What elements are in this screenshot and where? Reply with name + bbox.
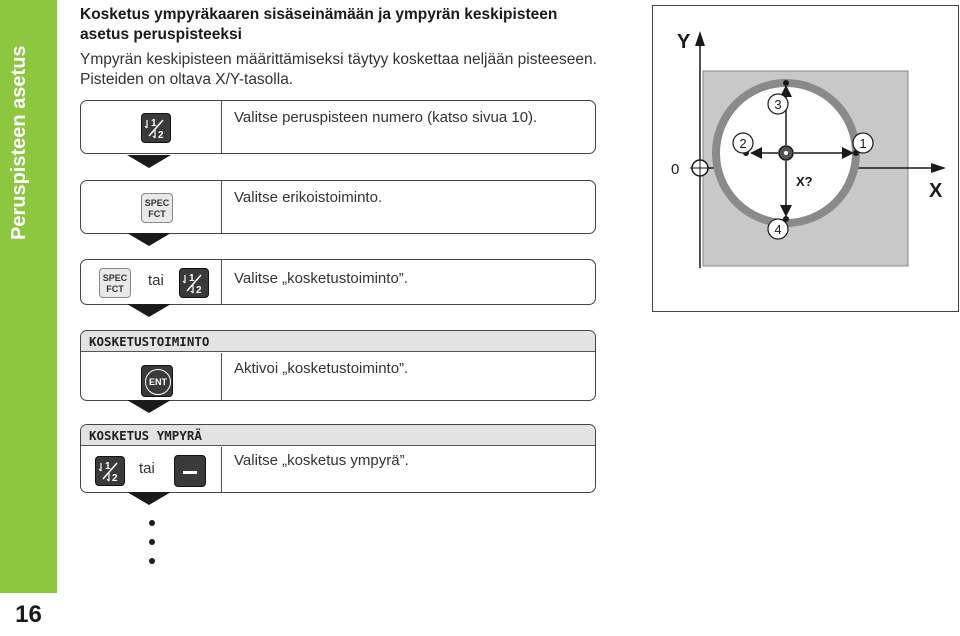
datum-select-key[interactable] — [95, 456, 125, 486]
continuation-dot — [149, 520, 155, 526]
page-number: 16 — [0, 593, 57, 636]
diagram-svg — [653, 6, 958, 311]
svg-text:2: 2 — [112, 473, 118, 484]
flow-arrow — [127, 233, 171, 246]
spec-fct-key-line2: FCT — [148, 209, 166, 219]
step-select-datum — [80, 100, 596, 154]
step-special-function — [80, 180, 596, 234]
spec-fct-key-line1: SPEC — [144, 198, 170, 208]
display-header — [81, 425, 595, 446]
point-marker-4 — [768, 219, 788, 239]
continuation-dot — [149, 539, 155, 545]
step-text: Valitse erikoistoiminto. — [234, 189, 383, 206]
svg-text:1: 1 — [189, 273, 195, 284]
svg-text:1: 1 — [151, 118, 157, 129]
step-divider — [221, 101, 222, 153]
origin-label: 0 — [671, 161, 680, 178]
sidebar — [0, 0, 57, 636]
svg-text:3: 3 — [774, 97, 782, 112]
step-text: Valitse „kosketus ympyrä”. — [234, 452, 409, 469]
flow-arrow — [127, 304, 171, 317]
step-activate-probe — [80, 330, 596, 401]
flow-arrow — [127, 155, 171, 168]
point-marker-1 — [853, 133, 873, 153]
svg-text:2: 2 — [739, 136, 747, 151]
continuation-dot — [149, 558, 155, 564]
display-header — [81, 331, 595, 352]
point-marker-2 — [733, 133, 753, 153]
step-divider — [221, 260, 222, 304]
step-text: Valitse „kosketustoiminto”. — [234, 270, 408, 287]
step-divider — [221, 447, 222, 492]
sidebar-title — [8, 45, 48, 280]
y-axis-arrow-icon — [695, 31, 705, 46]
step-probe-function — [80, 259, 596, 305]
step-divider — [221, 353, 222, 400]
display-text: KOSKETUSTOIMINTO — [89, 334, 210, 349]
datum-select-icon — [142, 114, 170, 142]
enter-key-icon: ENT — [145, 369, 171, 395]
flow-arrow — [127, 492, 171, 505]
sidebar-title-text: Peruspisteen asetus — [8, 45, 30, 240]
svg-text:4: 4 — [774, 222, 782, 237]
x-axis-arrow-icon — [931, 163, 946, 173]
point-marker-3 — [768, 94, 788, 114]
svg-text:1: 1 — [105, 461, 111, 472]
circle-probing-diagram — [652, 5, 959, 312]
position-query-label: X? — [796, 174, 813, 189]
step-divider — [221, 181, 222, 233]
datum-select-key[interactable] — [179, 268, 209, 298]
or-label: tai — [148, 272, 164, 289]
flow-arrow — [127, 400, 171, 413]
svg-text:1: 1 — [859, 136, 867, 151]
ent-key[interactable] — [141, 365, 173, 397]
step-text: Aktivoi „kosketustoiminto”. — [234, 360, 409, 377]
spec-fct-key[interactable] — [141, 193, 173, 223]
svg-text:2: 2 — [158, 130, 164, 141]
page-title: Kosketus ympyräkaaren sisäseinämään ja ympyrän keskipisteen asetus peruspisteeksi — [80, 6, 558, 43]
step-text: Valitse peruspisteen numero (katso sivua 10). — [234, 109, 538, 126]
y-axis-label: Y — [677, 31, 691, 53]
or-label: tai — [139, 460, 155, 477]
datum-select-icon — [96, 457, 124, 485]
probe-point — [783, 80, 789, 86]
step-probe-circle — [80, 424, 596, 493]
x-axis-label: X — [929, 180, 943, 202]
svg-text:2: 2 — [196, 285, 202, 296]
datum-select-key[interactable] — [141, 113, 171, 143]
spec-fct-key-line2: FCT — [106, 284, 124, 294]
datum-select-icon — [180, 269, 208, 297]
minus-key[interactable] — [174, 455, 206, 487]
spec-fct-key[interactable] — [99, 268, 131, 298]
intro-text: Ympyrän keskipisteen määrittämiseksi täytyy koskettaa neljään pisteeseen. Pisteiden on oltava X/Y-tasolla. — [80, 51, 597, 88]
minus-key-icon — [183, 471, 197, 474]
spec-fct-key-line1: SPEC — [102, 273, 128, 283]
display-text: KOSKETUS YMPYRÄ — [89, 428, 202, 443]
